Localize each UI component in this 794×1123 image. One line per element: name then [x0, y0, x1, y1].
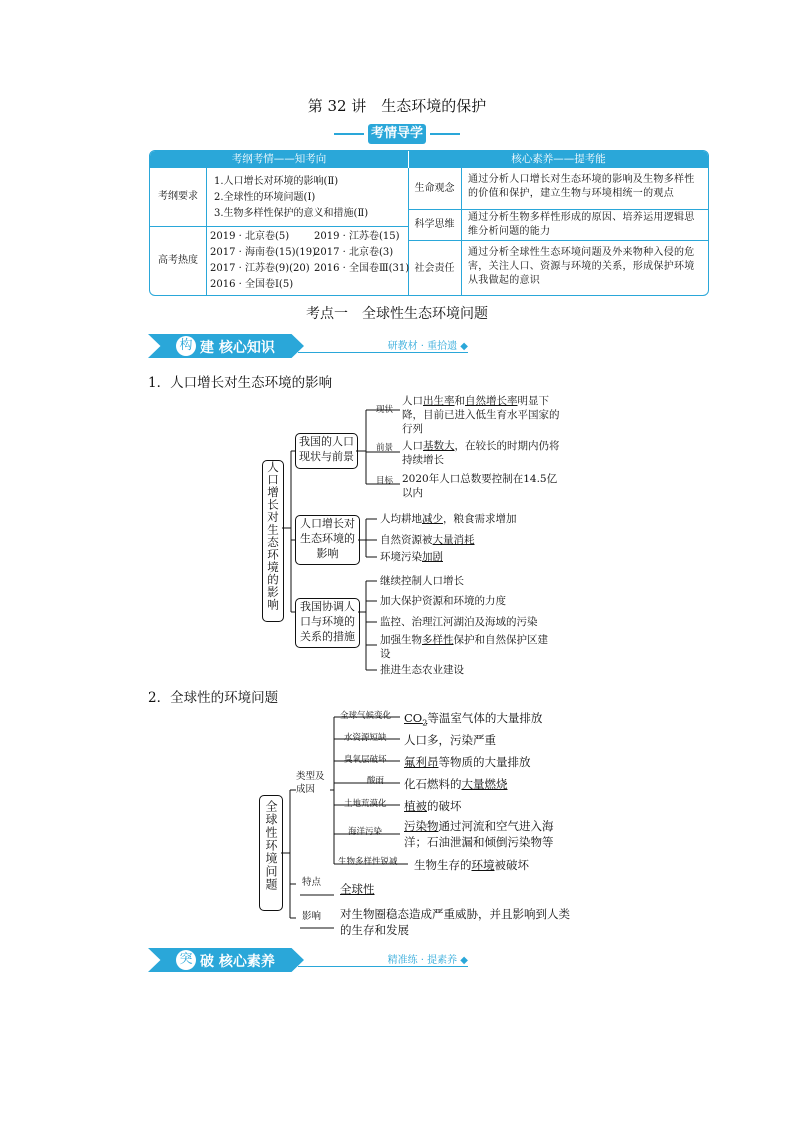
banner-first-char: 突	[176, 950, 196, 970]
syllabus-item: 1.人口增长对环境的影响(Ⅱ)	[214, 176, 339, 187]
map2-type-label: 水资源短缺	[344, 733, 387, 743]
banner-first-char: 构	[176, 336, 196, 356]
map1-leaf-measure: 加大保护资源和环境的力度	[380, 595, 506, 607]
point-title: 考点一 全球性生态环境问题	[306, 306, 488, 322]
banner-label: 考情导学	[368, 124, 426, 144]
map1-leaf-measure: 监控、治理江河湖泊及海域的污染	[380, 616, 538, 628]
map2-feature-text	[340, 881, 375, 897]
map1-label-status: 现状	[376, 405, 394, 415]
exam-item: 2017 · 江苏卷(9)(20)	[210, 263, 310, 274]
map1-leaf-impact: 人均耕地减少，粮食需求增加	[380, 513, 517, 525]
map2-feature-value: 全球性	[340, 882, 375, 896]
exam-item: 2019 · 江苏卷(15)	[314, 231, 400, 242]
map1-leaf-impact: 自然资源被大量消耗	[380, 534, 475, 546]
banner-rule	[298, 966, 468, 967]
heading-global: 2．全球性的环境问题	[148, 690, 279, 706]
map2-type-cause: 污染物通过河流和空气进入海洋；石油泄漏和倾倒污染物等	[404, 819, 554, 849]
map1-leaf-measure: 加强生物多样性保护和自然保护区建设	[380, 634, 548, 660]
map1-leaf-outlook: 人口基数大，在较长的时期内仍将持续增长	[402, 440, 560, 466]
map2-root-text: 全球性环境问题	[264, 800, 278, 891]
map2-branch-types: 类型及成因	[296, 771, 325, 795]
exam-label: 高考热度	[158, 255, 198, 266]
map2-branch-features: 特点	[302, 877, 322, 888]
exam-item: 2019 · 北京卷(5)	[210, 231, 290, 242]
map2-type-label: 海洋污染	[348, 827, 383, 837]
map1-label-target: 目标	[376, 476, 394, 486]
syllabus-item: 3.生物多样性保护的意义和措施(Ⅱ)	[214, 208, 369, 219]
banner-subtitle: 研教材 · 重拾遗 ◆	[387, 341, 468, 352]
competency-text: 通过分析生物多样性形成的原因、培养运用逻辑思维分析问题的能力	[468, 212, 695, 237]
exam-item: 2016 · 全国卷Ⅲ(31)	[314, 263, 410, 274]
competency-text: 通过分析人口增长对生态环境的影响及生物多样性的价值和保护，建立生物与环境相统一的观点	[468, 174, 695, 199]
map1-branch-status: 我国的人口现状与前景	[295, 433, 358, 469]
map2-type-label: 生物多样性锐减	[338, 857, 398, 867]
map2-branch-effects: 影响	[302, 911, 322, 922]
banner-subtitle: 精准练 · 提素养 ◆	[387, 955, 468, 966]
section-banner-break-competency	[148, 948, 468, 972]
banner-title: 破 核心素养	[200, 954, 275, 970]
syllabus-item: 2.全球性的环境问题(Ⅰ)	[214, 192, 316, 203]
map2-effect-text: 对生物圈稳态造成严重威胁，并且影响到人类的生存和发展	[340, 907, 570, 937]
map2-type-cause: $CO_2$等温室气体的大量排放	[404, 711, 543, 728]
map2-type-cause: 生物生存的环境被破坏	[414, 858, 529, 872]
exam-item: 2017 · 海南卷(15)(19)	[210, 247, 317, 258]
map2-type-label: 全球气候变化	[340, 711, 392, 721]
map2-type-label: 酸雨	[367, 776, 385, 786]
competency-name: 社会责任	[414, 263, 455, 274]
competency-name: 生命观念	[414, 183, 455, 194]
exam-item: 2016 · 全国卷Ⅰ(5)	[210, 279, 294, 290]
heading-population: 1．人口增长对生态环境的影响	[148, 375, 333, 391]
map2-type-label: 臭氧层破坏	[344, 755, 387, 765]
map1-branch-impact: 人口增长对生态环境的影响	[295, 515, 360, 565]
map2-type-cause: 氟利昂等物质的大量排放	[404, 755, 531, 769]
exam-item: 2017 · 北京卷(3)	[314, 247, 394, 258]
competency-name: 科学思维	[414, 219, 455, 230]
right-header: 核心素养——提考能	[409, 151, 708, 168]
map1-leaf-target: 2020年人口总数要控制在14.5亿以内	[402, 473, 558, 499]
map1-leaf-measure: 推进生态农业建设	[380, 664, 464, 676]
map2-type-label: 土地荒漠化	[344, 799, 387, 809]
map1-branch-measures: 我国协调人口与环境的关系的措施	[295, 598, 360, 648]
banner-title: 建 核心知识	[200, 340, 275, 356]
map1-leaf-impact: 环境污染加剧	[380, 551, 443, 563]
competency-text: 通过分析全球性生态环境问题及外来物种入侵的危害，关注人口、资源与环境的关系，形成保护环境从我做起的意识	[468, 247, 695, 286]
lecture-title: 第 32 讲 生态环境的保护	[307, 97, 487, 115]
left-header: 考纲考情——知考向	[150, 151, 408, 168]
map2-type-cause: 植被的破坏	[404, 799, 462, 813]
map2-type-cause: 人口多，污染严重	[404, 733, 496, 747]
map1-root-text: 人口增长对生态环境的影响	[266, 461, 280, 611]
map1-leaf-measure: 继续控制人口增长	[380, 575, 464, 587]
map1-leaf-status: 人口出生率和自然增长率明显下降，目前已进入低生育水平国家的行列	[402, 395, 560, 435]
syllabus-label: 考纲要求	[158, 191, 198, 202]
map1-label-outlook: 前景	[376, 443, 394, 453]
map2-type-cause: 化石燃料的大量燃烧	[404, 777, 508, 791]
map2-root	[259, 795, 283, 911]
